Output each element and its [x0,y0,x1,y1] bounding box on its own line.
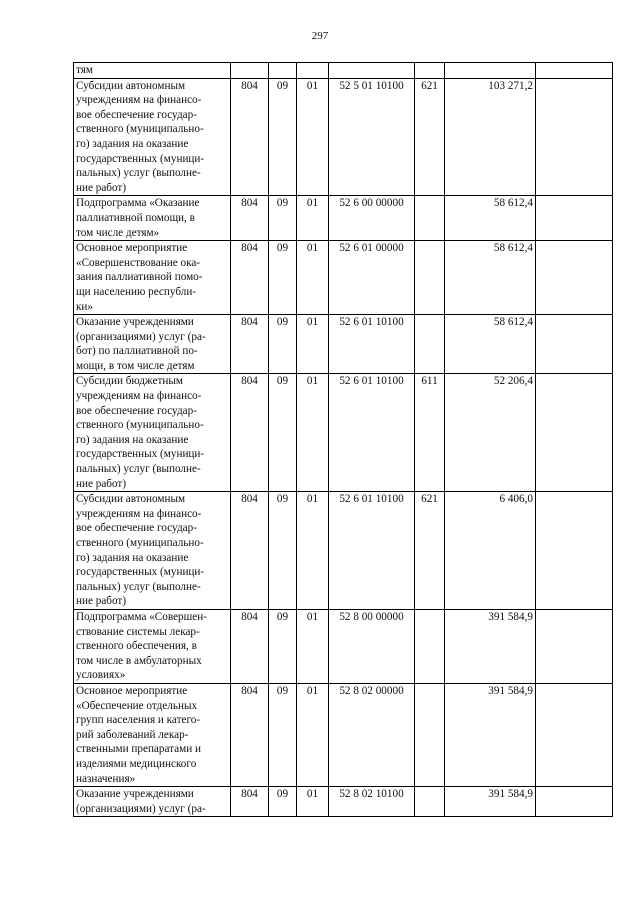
item-name-line: пальных) услуг (выполне- [76,463,201,476]
target-article-cell: 52 6 01 10100 [329,492,415,610]
item-name-line: вое обеспечение государ- [76,108,197,121]
section-code-cell: 09 [269,683,297,786]
budget-table [73,62,613,817]
subsection-code-cell: 01 [297,787,329,817]
item-name-line: учреждениям на финансо- [76,94,202,107]
item-name-line: го) задания на оказание [76,551,189,564]
item-name-cell [74,492,231,610]
item-name-line: вое обеспечение государ- [76,522,197,535]
page-number: 297 [311,30,329,42]
table-row [74,315,613,374]
empty-cell [415,63,445,79]
item-name-line: ствование системы лекар- [76,625,200,638]
empty-cell [297,63,329,79]
extra-cell [536,683,613,786]
expense-type-cell [415,609,445,683]
table-row [74,492,613,610]
target-article-cell: 52 8 02 10100 [329,787,415,817]
target-article-cell: 52 6 01 10100 [329,315,415,374]
target-article-cell: 52 6 00 00000 [329,196,415,241]
subsection-code-cell: 01 [297,374,329,492]
item-name-line: ние работ) [76,595,127,608]
section-code-cell: 09 [269,196,297,241]
empty-cell [329,63,415,79]
item-name-line: мощи, в том числе детям [76,359,195,372]
item-name-line: Основное мероприятие [76,242,188,255]
continuation-row [74,63,613,79]
item-name-cell [74,374,231,492]
expense-type-cell [415,315,445,374]
item-name-line: пальных) услуг (выполне- [76,167,201,180]
ministry-code-cell: 804 [231,492,269,610]
item-name-line: ственного (муниципально- [76,123,204,136]
empty-cell [269,63,297,79]
target-article-cell: 52 6 01 00000 [329,241,415,315]
subsection-code-cell: 01 [297,609,329,683]
item-name-line: том числе в амбулаторных [76,654,202,667]
item-name-line: Субсидии автономным [76,493,186,506]
ministry-code-cell: 804 [231,374,269,492]
subsection-code-cell: 01 [297,196,329,241]
ministry-code-cell: 804 [231,315,269,374]
item-name-line: государственных (муници- [76,152,205,165]
expense-type-cell: 621 [415,492,445,610]
target-article-cell: 52 6 01 10100 [329,374,415,492]
item-name-line: щи населению республи- [76,285,197,298]
extra-cell [536,78,613,196]
item-name-line: государственных (муници- [76,566,205,579]
expense-type-cell: 611 [415,374,445,492]
extra-cell [536,196,613,241]
amount-cell: 52 206,4 [445,374,536,492]
item-name-line: вое обеспечение государ- [76,404,197,417]
item-name-line: рий заболеваний лекар- [76,728,189,741]
ministry-code-cell: 804 [231,683,269,786]
ministry-code-cell: 804 [231,196,269,241]
amount-cell: 391 584,9 [445,683,536,786]
section-code-cell: 09 [269,609,297,683]
amount-cell: 103 271,2 [445,78,536,196]
table-row [74,683,613,786]
item-name-line: ственного обеспечения, в [76,640,197,653]
ministry-code-cell: 804 [231,241,269,315]
subsection-code-cell: 01 [297,241,329,315]
table-row [74,241,613,315]
item-name-line: пальных) услуг (выполне- [76,580,201,593]
section-code-cell: 09 [269,241,297,315]
item-name-line: го) задания на оказание [76,137,189,150]
item-name-line: (организациями) услуг (ра- [76,802,206,815]
item-name-line: учреждениям на финансо- [76,390,202,403]
table-row [74,787,613,817]
extra-cell [536,374,613,492]
item-name-line: ние работ) [76,181,127,194]
item-name-line: назначения» [76,772,136,785]
table-row [74,196,613,241]
item-name-cell [74,609,231,683]
table-row [74,374,613,492]
empty-cell [231,63,269,79]
subsection-code-cell: 01 [297,683,329,786]
extra-cell [536,609,613,683]
table-row [74,78,613,196]
section-code-cell: 09 [269,78,297,196]
item-name-line: ственными препаратами и [76,743,202,756]
amount-cell: 58 612,4 [445,196,536,241]
item-name-cell [74,78,231,196]
empty-cell [445,63,536,79]
expense-type-cell [415,196,445,241]
subsection-code-cell: 01 [297,78,329,196]
subsection-code-cell: 01 [297,492,329,610]
item-name-cell [74,683,231,786]
target-article-cell: 52 8 02 00000 [329,683,415,786]
target-article-cell: 52 8 00 00000 [329,609,415,683]
item-name-line: Подпрограмма «Оказание [76,197,200,210]
ministry-code-cell: 804 [231,787,269,817]
item-name-cell [74,787,231,817]
item-name-line: том числе детям» [76,226,160,239]
item-name-line: паллиативной помощи, в [76,211,195,224]
item-name-cell [74,315,231,374]
item-name-cell [74,196,231,241]
empty-cell [536,63,613,79]
extra-cell [536,787,613,817]
item-name-line: Основное мероприятие [76,684,188,697]
continuation-cell: тям [74,63,231,79]
item-name-line: групп населения и катего- [76,714,201,727]
extra-cell [536,241,613,315]
amount-cell: 391 584,9 [445,787,536,817]
section-code-cell: 09 [269,492,297,610]
item-name-line: государственных (муници- [76,448,205,461]
subsection-code-cell: 01 [297,315,329,374]
item-name-line: «Обеспечение отдельных [76,699,198,712]
item-name-line: учреждениям на финансо- [76,507,202,520]
extra-cell [536,492,613,610]
amount-cell: 58 612,4 [445,315,536,374]
extra-cell [536,315,613,374]
item-name-line: ственного (муниципально- [76,419,204,432]
item-name-line: Оказание учреждениями [76,788,194,801]
item-name-line: изделиями медицинского [76,757,197,770]
section-code-cell: 09 [269,315,297,374]
ministry-code-cell: 804 [231,78,269,196]
ministry-code-cell: 804 [231,609,269,683]
table-body [74,63,613,817]
item-name-cell [74,241,231,315]
expense-type-cell: 621 [415,78,445,196]
section-code-cell: 09 [269,374,297,492]
item-name-line: Субсидии автономным [76,79,186,92]
item-name-line: го) задания на оказание [76,433,189,446]
expense-type-cell [415,683,445,786]
amount-cell: 58 612,4 [445,241,536,315]
amount-cell: 6 406,0 [445,492,536,610]
item-name-line: Подпрограмма «Совершен- [76,610,207,623]
item-name-line: ственного (муниципально- [76,537,204,549]
expense-type-cell [415,787,445,817]
item-name-line: ние работ) [76,477,127,490]
amount-cell: 391 584,9 [445,609,536,683]
target-article-cell: 52 5 01 10100 [329,78,415,196]
item-name-line: Оказание учреждениями [76,316,194,329]
table-row [74,609,613,683]
section-code-cell: 09 [269,787,297,817]
item-name-line: бот) по паллиативной по- [76,345,198,358]
item-name-line: «Совершенствование ока- [76,256,201,269]
expense-type-cell [415,241,445,315]
item-name-line: Субсидии бюджетным [76,375,183,388]
item-name-line: ки» [76,300,94,313]
item-name-line: зания паллиативной помо- [76,271,203,284]
item-name-line: условиях» [76,669,126,682]
item-name-line: (организациями) услуг (ра- [76,330,206,343]
